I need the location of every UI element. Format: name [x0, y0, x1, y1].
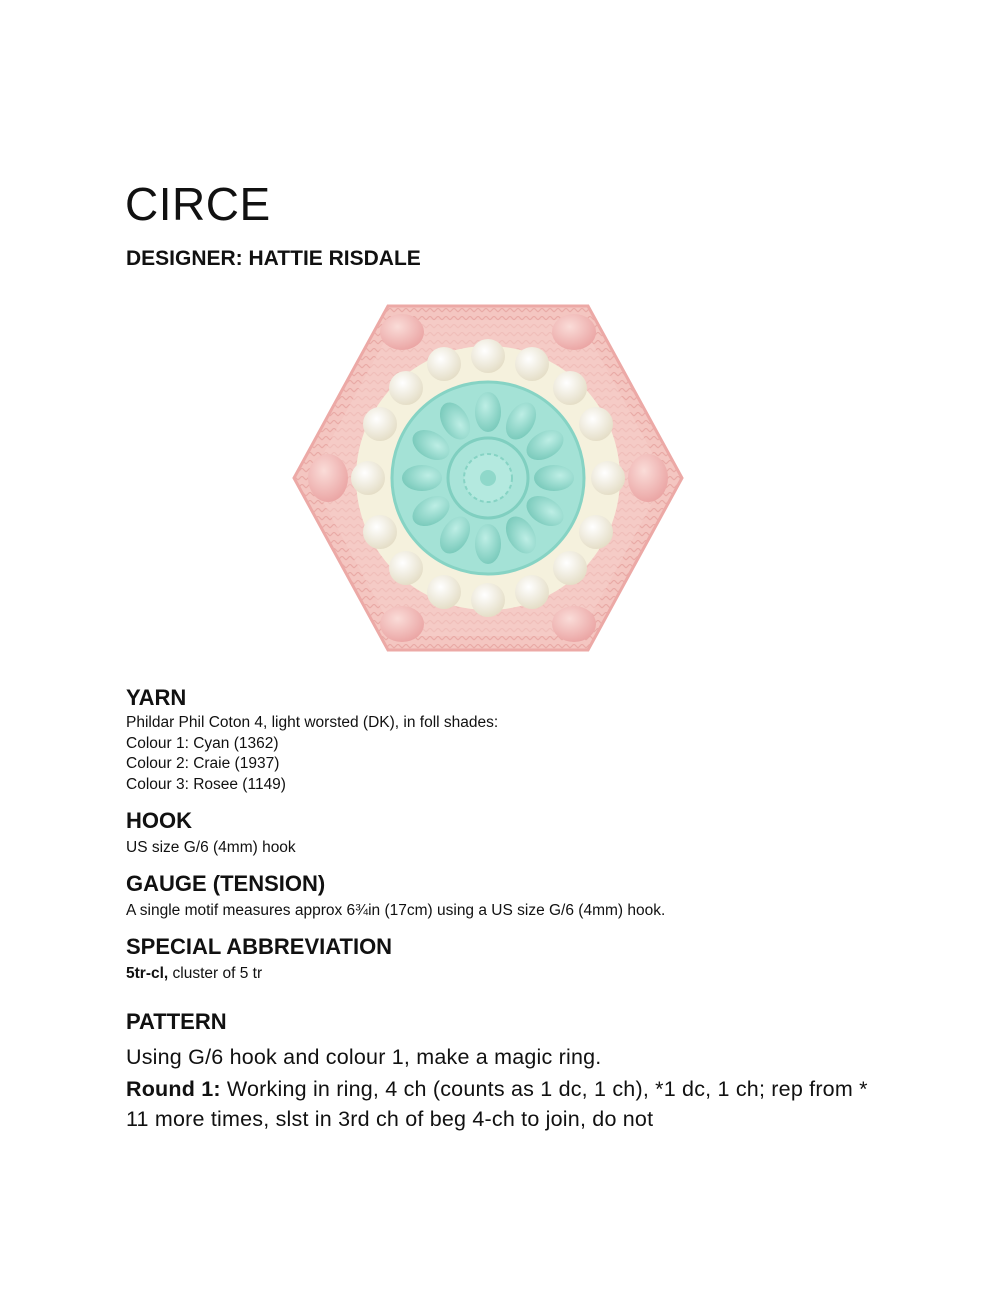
gauge-text: A single motif measures approx 6¾in (17cm) using a US size G/6 (4mm) hook.: [126, 902, 666, 919]
round-1-text: Working in ring, 4 ch (counts as 1 dc, 1 ch), *1 dc, 1 ch; rep from * 11 more times, slst in 3rd ch of beg 4-ch to join, do not: [126, 1077, 868, 1131]
designer-credit: DESIGNER: HATTIE RISDALE: [126, 247, 421, 270]
abbreviation-heading: SPECIAL ABBREVIATION: [126, 934, 393, 959]
abbreviation-term: 5tr-cl,: [126, 965, 169, 982]
abbreviation-text: [126, 963, 886, 984]
crochet-hexagon-motif: [290, 300, 686, 656]
hook-section: [126, 807, 886, 858]
abbreviation-definition: cluster of 5 tr: [168, 965, 263, 982]
pattern-section: [126, 1008, 886, 1134]
yarn-section: [126, 684, 886, 795]
round-1-instructions: [126, 1074, 886, 1134]
yarn-line: Colour 2: Craie (1937): [126, 755, 280, 772]
yarn-line: Colour 1: Cyan (1362): [126, 734, 279, 752]
gauge-heading: GAUGE (TENSION): [126, 871, 326, 896]
yarn-line: Colour 3: Rosee (1149): [126, 775, 286, 793]
yarn-line: Phildar Phil Coton 4, light worsted (DK), in foll shades:: [126, 714, 499, 731]
pattern-content: [126, 684, 886, 1134]
pattern-title: CIRCE: [125, 178, 271, 230]
hook-text: US size G/6 (4mm) hook: [126, 839, 296, 856]
yarn-heading: YARN: [126, 685, 187, 710]
gauge-section: [126, 870, 886, 921]
pattern-heading: PATTERN: [126, 1009, 227, 1034]
pattern-intro: Using G/6 hook and colour 1, make a magic ring.: [126, 1045, 602, 1069]
round-1-label: Round 1:: [126, 1077, 221, 1101]
yarn-details: [126, 713, 886, 795]
hook-heading: HOOK: [126, 808, 192, 833]
abbreviation-section: [126, 933, 886, 984]
